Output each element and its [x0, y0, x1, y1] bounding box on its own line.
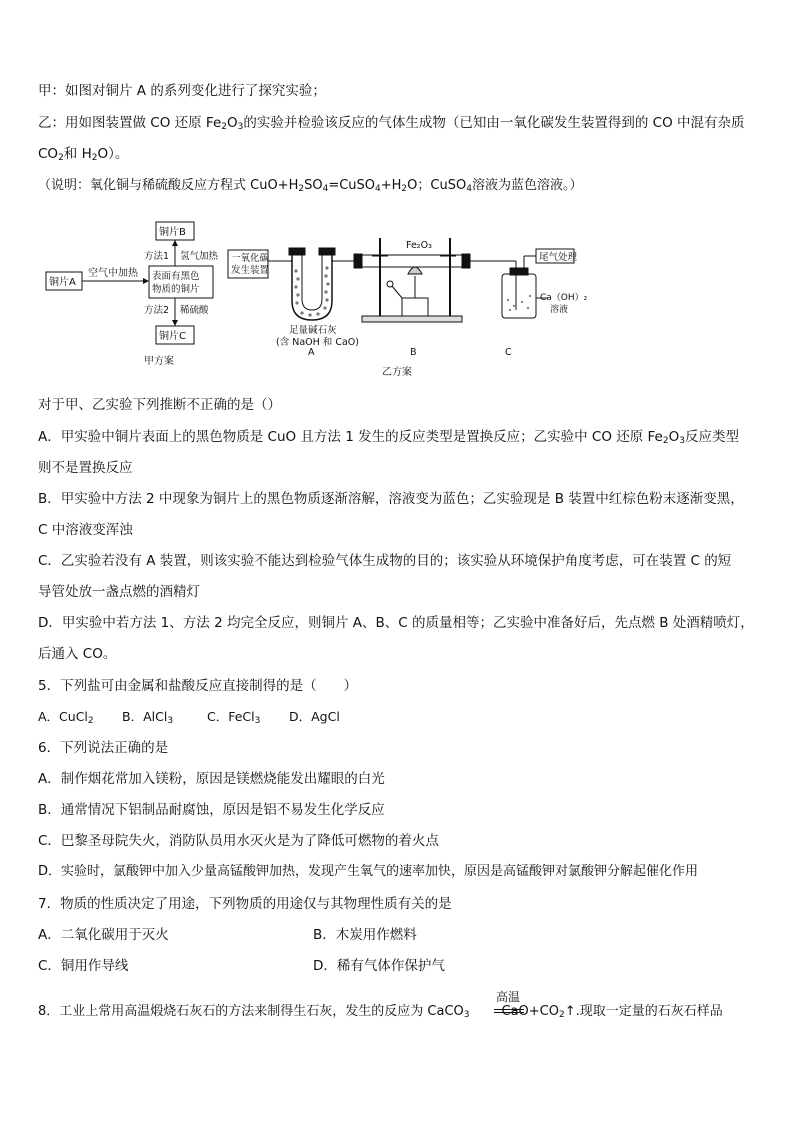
- q4-option-d: D．甲实验中若方法 1、方法 2 均完全反应，则铜片 A、B、C 的质量相等；乙实验中准备好后，先点燃 B 处酒精喷灯，: [38, 615, 754, 631]
- q7-option-b: B．木炭用作燃料: [313, 927, 417, 943]
- method1-label: 方法1: [144, 251, 170, 262]
- q5-option-a: A．CuCl$_2$: [38, 709, 94, 726]
- jia-caption: 甲方案: [144, 356, 174, 367]
- q4-option-d-cont: 后通入 CO。: [38, 646, 117, 662]
- q8-reaction-bar-2: [494, 1012, 524, 1013]
- co-gen-label-2: 发生装置: [231, 265, 270, 276]
- yi-scheme: [228, 238, 574, 322]
- soda-lime-label-2: (含 NaOH 和 CaO): [276, 337, 359, 348]
- q4-option-a: A．甲实验中铜片表面上的黑色物质是 CuO 且方法 1 发生的反应类型是置换反应；乙实验中 CO 还原 $Fe_2O_3$反应类型: [38, 429, 739, 446]
- q6-option-d: D．实验时，氯酸钾中加入少量高锰酸钾加热，发现产生氧气的速率加快，原因是高锰酸钾对氯酸钾分解起催化作用: [38, 864, 699, 879]
- label-b: B: [410, 347, 417, 358]
- q4-option-b-cont: C 中溶液变浑浊: [38, 522, 133, 538]
- method2-label: 方法2: [144, 305, 170, 316]
- q6-stem: 6．下列说法正确的是: [38, 740, 169, 756]
- center-label-1: 表面有黑色: [152, 271, 200, 282]
- yi-caption: 乙方案: [382, 367, 412, 378]
- u-tube-stopper-right: [319, 248, 335, 255]
- q5-stem: 5．下列盐可由金属和盐酸反应直接制得的是（ ）: [38, 678, 358, 694]
- q8-condition: 高温: [496, 990, 521, 1004]
- q8-reaction-bar: [494, 1009, 524, 1010]
- q5-option-b: B．AlCl$_3$: [122, 709, 174, 726]
- q7-option-d: D．稀有气体作保护气: [313, 958, 445, 974]
- q4-stem: 对于甲、乙实验下列推断不正确的是（）: [38, 397, 281, 413]
- q6-option-c: C．巴黎圣母院失火，消防队员用水灭火是为了降低可燃物的着火点: [38, 833, 439, 849]
- intro-jia: 甲：如图对铜片 A 的系列变化进行了探究实验；: [38, 83, 326, 99]
- q4-option-b: B．甲实验中方法 2 中现象为铜片上的黑色物质逐渐溶解，溶液变为蓝色；乙实验现是 B 装置中红棕色粉末逐渐变黑，: [38, 491, 744, 507]
- q4-option-c-cont: 导管处放一盏点燃的酒精灯: [38, 584, 200, 600]
- fe2o3-label: Fe₂O₃: [406, 240, 432, 251]
- q7-option-a: A．二氧化碳用于灭火: [38, 927, 169, 943]
- h2-heat-label: 氢气加热: [180, 251, 219, 262]
- q4-option-c: C．乙实验若没有 A 装置，则该实验不能达到检验气体生成物的目的；该实验从环境保护角度考虑，可在装置 C 的短: [38, 553, 732, 569]
- q4-option-a-cont: 则不是置换反应: [38, 460, 133, 476]
- u-tube-stopper-left: [289, 248, 305, 255]
- label-a: A: [308, 347, 315, 358]
- copper-c-label: 铜片C: [159, 331, 186, 342]
- alcohol-blast-burner: [402, 298, 428, 316]
- soda-lime-label-1: 足量碱石灰: [289, 325, 337, 336]
- dilute-acid-label: 稀硫酸: [180, 305, 209, 316]
- q6-option-a: A．制作烟花常加入镁粉，原因是镁燃烧能发出耀眼的白光: [38, 771, 385, 787]
- center-label-2: 物质的铜片: [152, 284, 200, 295]
- q6-option-b: B．通常情况下铝制品耐腐蚀，原因是铝不易发生化学反应: [38, 802, 385, 818]
- heat-in-air-label: 空气中加热: [88, 268, 138, 279]
- intro-yi-cont: $CO_2$和 $H_2O$）。: [38, 146, 129, 163]
- copper-b-label: 铜片B: [159, 227, 186, 238]
- intro-yi: 乙：用如图装置做 CO 还原 $Fe_2O_3$的实验并检验该反应的气体生成物（已知由一氧化碳发生装置得到的 CO 中混有杂质: [38, 115, 745, 132]
- q5-option-d: D．AgCl: [289, 709, 340, 724]
- q8-stem: 8．工业上常用高温煅烧石灰石的方法来制得生石灰，发生的反应为 CaCO$_3$ $CaO+CO_2↑$.现取一定量的石灰石样品: [38, 1004, 723, 1020]
- q7-option-c: C．铜用作导线: [38, 958, 129, 974]
- caoh2-label-2: 溶液: [550, 305, 569, 315]
- experiment-diagram: [40, 216, 770, 386]
- copper-a-label: 铜片A: [49, 277, 76, 288]
- caoh2-label-1: Ca（OH）₂: [540, 293, 588, 303]
- tail-gas-label: 尾气处理: [539, 252, 578, 263]
- q5-option-c: C．FeCl$_3$: [207, 709, 261, 726]
- label-c: C: [505, 347, 512, 358]
- co-gen-label-1: 一氧化碳: [231, 253, 270, 264]
- intro-note: （说明：氧化铜与稀硫酸反应方程式 $CuO+H_2SO_4=CuSO_4+H_2O$；CuSO$_4$溶液为蓝色溶液。）: [38, 178, 583, 194]
- q7-stem: 7．物质的性质决定了用途，下列物质的用途仅与其物理性质有关的是: [38, 896, 452, 912]
